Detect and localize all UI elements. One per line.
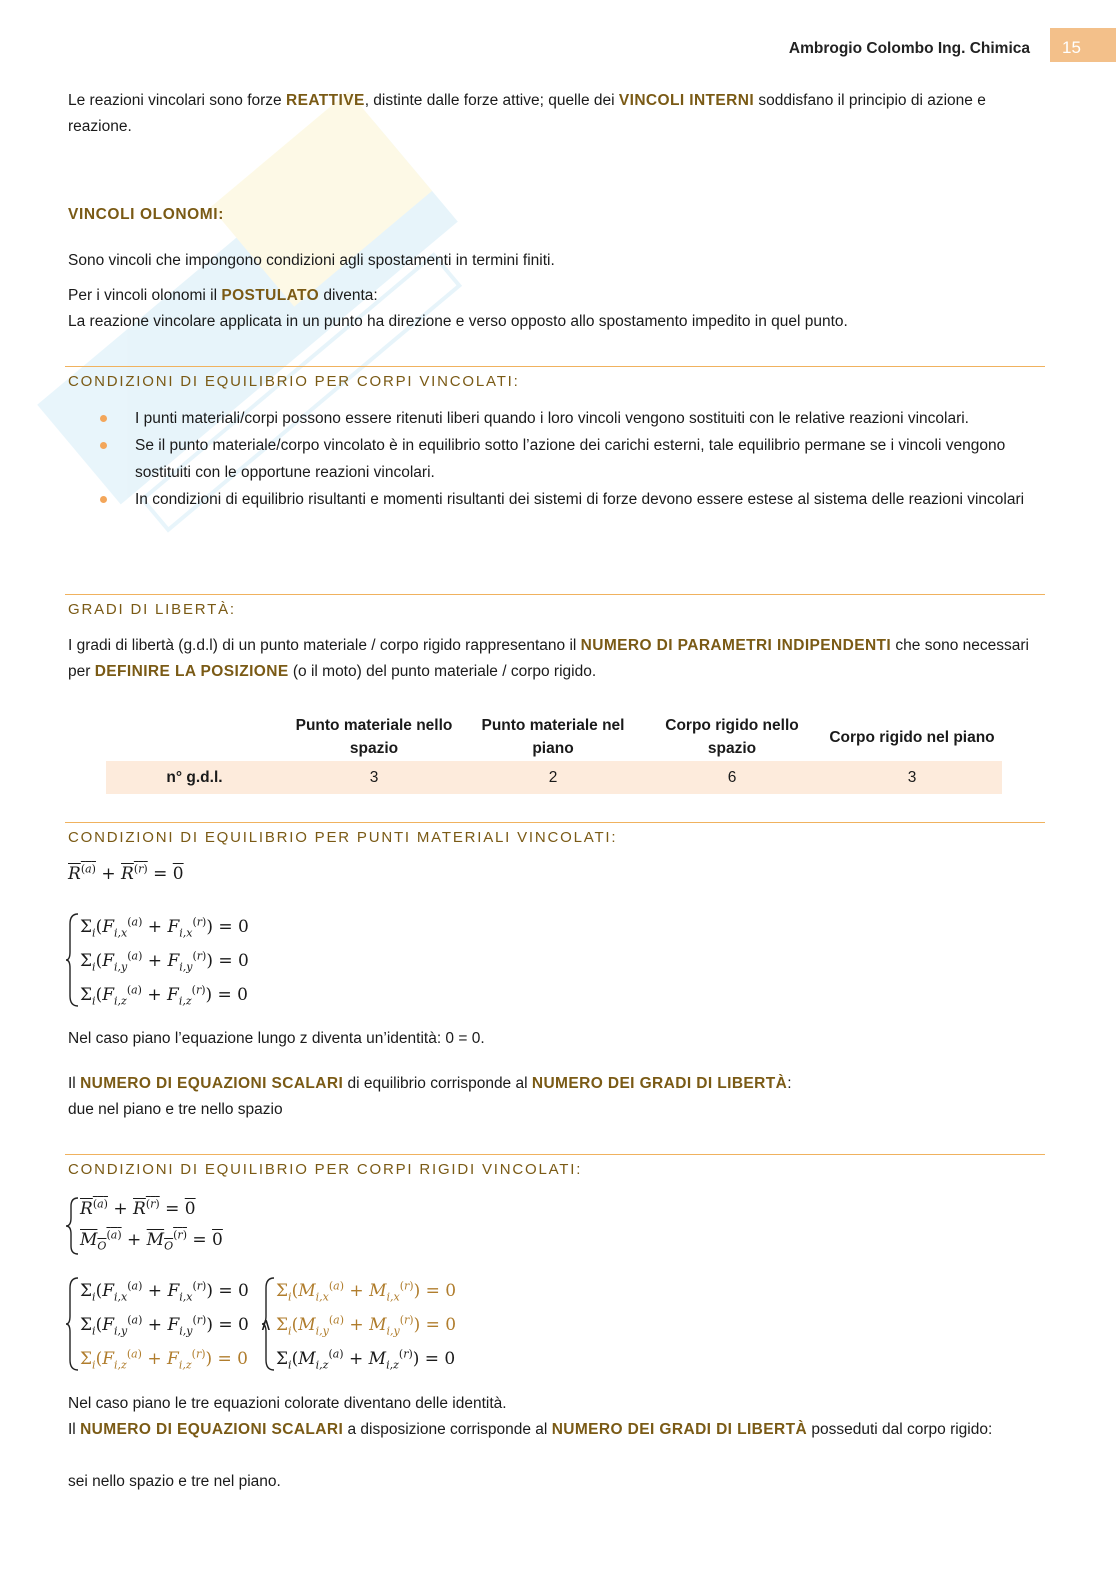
list-item: I punti materiali/corpi possono essere ritenuti liberi quando i loro vincoli vengono sostituiti con le relative reazioni vincolari. [100,405,1045,432]
olonomi-reazione: La reazione vincolare applicata in un punto ha direzione e verso opposto allo spostamento impedito in quel punto. [68,313,848,330]
gradi-liberta-definition: I gradi di libertà (g.d.l) di un punto materiale / corpo rigido rappresentano il NUMERO DI PARAMETRI INDIPENDENTI che sono necessari per DEFINIRE LA POSIZIONE (o il moto) del punto materiale / corpo rigido. [68,637,1029,680]
section-divider [65,1154,1045,1155]
equation-system-forces: $\Sigma_i(F_{i,x}^{(a)} + F_{i,x}^{(r)}) = 0$ $\Sigma_i(F_{i,y}^{(a)} + F_{i,y}^{(r)}) = 0$ $\Sigma_i(F_{i,z}^{(a)} + F_{i,z}^{(r)}) = 0$ [80,915,249,1008]
equazioni-scalari-paragraph: Il NUMERO DI EQUAZIONI SCALARI di equilibrio corrisponde al NUMERO DEI GRADI DI LIBERTÀ: [68,1075,792,1092]
table-header: Punto materiale nel piano [481,717,625,757]
keyword-reattive: REATTIVE [285,92,365,109]
bullet-icon [100,496,107,503]
table-row-label: n° g.d.l. [106,761,284,794]
intro-paragraph: Le reazioni vincolari sono forze REATTIVE, distinte dalle forze attive; quelle dei VINCOLI INTERNI soddisfano il principio di azione e reazione. [68,92,986,135]
equazioni-scalari-rigid-paragraph: Il NUMERO DI EQUAZIONI SCALARI a disposizione corrisponde al NUMERO DEI GRADI DI LIBERTÀ posseduti dal corpo rigido: [68,1421,993,1438]
section-title-punti-materiali: CONDIZIONI DI EQUILIBRIO PER PUNTI MATERIALI VINCOLATI: [68,829,618,846]
table-header: Corpo rigido nel piano [829,728,995,746]
equation-system-moments: $\Sigma_i(M_{i,x}^{(a)} + M_{i,x}^{(r)}) = 0$ $\Sigma_i(M_{i,y}^{(a)} + M_{i,y}^{(r)}) = 0$ $\Sigma_i(M_{i,z}^{(a)} + M_{i,z}^{(r)}) = 0$ [276,1279,457,1372]
equation-system-rigid: $R^{(a)} + R^{(r)} = 0$ $M_O^{(a)} + M_O^{(r)} = 0$ [80,1197,223,1253]
section-title-corpi-vincolati: CONDIZIONI DI EQUILIBRIO PER CORPI VINCOLATI: [68,373,520,390]
section-title-corpi-rigidi: CONDIZIONI DI EQUILIBRIO PER CORPI RIGIDI VINCOLATI: [68,1161,583,1178]
brace-icon [262,1276,276,1372]
section-divider [65,366,1045,367]
table-cell: 6 [642,761,822,794]
list-item: Se il punto materiale/corpo vincolato è in equilibrio sotto l’azione dei carichi esterni, tale equilibrio permane se i vincoli vengono sostituiti con le opportune reazioni vincolari. [100,432,1045,486]
brace-icon [66,1196,80,1256]
brace-icon [66,1276,80,1372]
table-cell: 2 [464,761,642,794]
note-caso-piano: Nel caso piano l’equazione lungo z diventa un’identità: 0 = 0. [68,1030,485,1047]
brace-icon [66,912,80,1008]
equation-system-forces-rigid: $\Sigma_i(F_{i,x}^{(a)} + F_{i,x}^{(r)}) = 0$ $\Sigma_i(F_{i,y}^{(a)} + F_{i,y}^{(r)}) = 0$ ∧ $\Sigma_i(F_{i,z}^{(a)} + F_{i,z}^{(r)}) = 0$ [80,1279,273,1372]
section-title-gradi-liberta: GRADI DI LIBERTÀ: [68,601,236,618]
section-divider [65,822,1045,823]
bullet-list [100,405,1045,513]
equation-resultant: $R^{(a)} + R^{(r)} = 0$ [68,862,184,884]
olonomi-postulato: Per i vincoli olonomi il POSTULATO diventa: [68,287,378,304]
table-cell: 3 [822,761,1002,794]
piano-spazio-note: due nel piano e tre nello spazio [68,1101,283,1118]
bullet-icon [100,415,107,422]
table-row [106,761,1002,794]
spazio-piano-note: sei nello spazio e tre nel piano. [68,1473,281,1490]
subheading-vincoli-olonomi: VINCOLI OLONOMI: [68,206,224,223]
olonomi-definition: Sono vincoli che impongono condizioni agli spostamenti in termini finiti. [68,252,555,269]
bullet-icon [100,442,107,449]
list-item: In condizioni di equilibrio risultanti e momenti risultanti dei sistemi di forze devono essere estese al sistema delle reazioni vincolari [100,486,1045,513]
table-header: Punto materiale nello spazio [295,717,453,757]
header-author: Ambrogio Colombo Ing. Chimica [788,40,1030,57]
section-divider [65,594,1045,595]
table-cell: 3 [284,761,464,794]
gdl-table [106,712,1002,794]
table-header: Corpo rigido nello spazio [665,717,799,757]
page-number: 15 [1050,28,1116,62]
note-equazioni-colorate: Nel caso piano le tre equazioni colorate diventano delle identità. [68,1395,507,1412]
keyword-vincoli-interni: VINCOLI INTERNI [618,92,755,109]
